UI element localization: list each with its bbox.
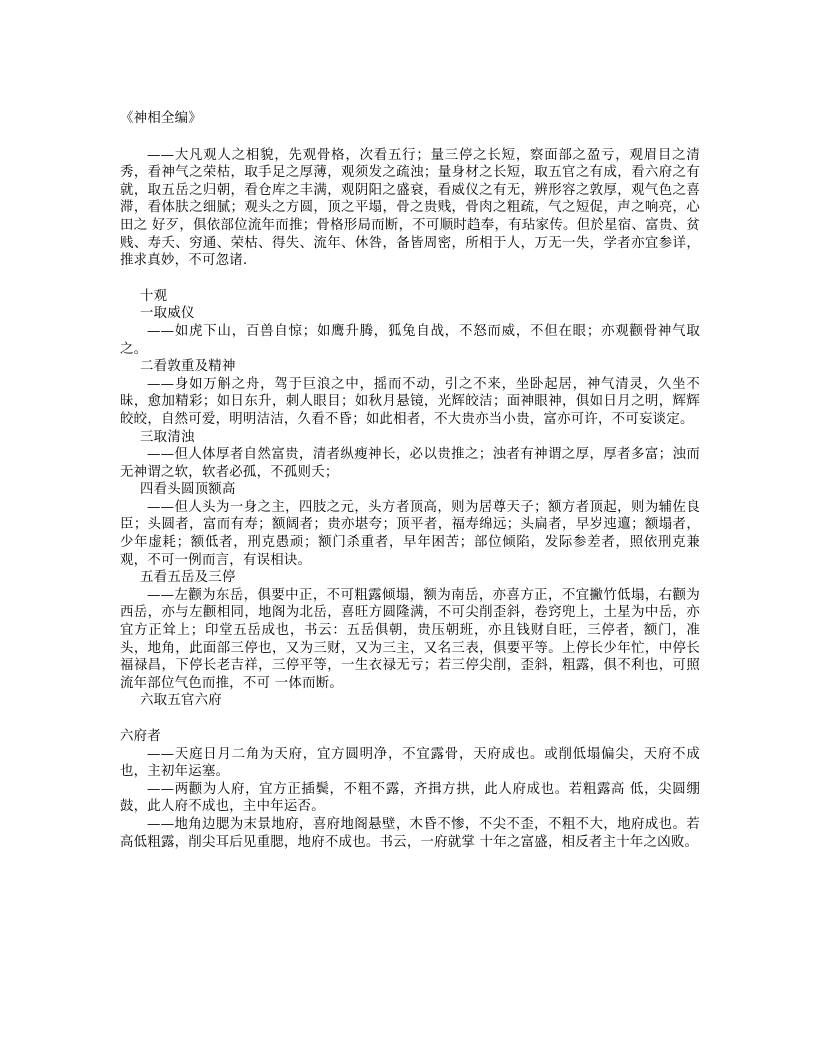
heading-section-3: 三取清浊: [140, 429, 195, 445]
paragraph-section-5: ——左颧为东岳，俱要中正，不可粗露倾塌，额为南岳，亦喜方正，不宜撇竹低塌，右颧为西岳，亦与左颧相同，地阁为北岳，喜旺方圆隆满，不可尖削歪斜，卷窍兜上，土星为中岳，亦宜方正耸上；印堂五岳成也，书云：五岳俱朝，贵压朝班，亦且钱财自旺，三停者，额门，准头，地角，此面部三停也，又为三财，又为三主，又名三表，俱要平等。上停长少年忙，中停长福禄昌，下停长老吉祥，三停平等，一生衣禄无亏；若三停尖削，歪斜，粗露，俱不利也，可照流年部位气色而推，不可 一体而断。: [120, 587, 700, 691]
heading-section-4: 四看头圆顶额高: [140, 482, 236, 498]
paragraph-tianfu: ——天庭日月二角为天府，宜方圆明净，不宜露骨，天府成也。或削低塌偏尖，天府不成也，主初年运塞。: [120, 746, 700, 780]
paragraph-section-3: ——但人体厚者自然富贵，清者纵瘦神长，必以贵推之；浊者有神谓之厚，厚者多富；浊而无神谓之软，软者必孤，不孤则夭；: [120, 447, 700, 480]
document-body: [120, 110, 700, 851]
paragraph-section-1: ——如虎下山，百兽自惊；如鹰升腾，狐兔自战，不怒而威，不但在眼；亦观颧骨神气取之。: [120, 323, 700, 357]
heading-section-2: 二看敦重及精神: [140, 359, 236, 375]
paragraph-renfu: ——两颧为人府，宜方正插鬓，不粗不露，齐揖方拱，此人府成也。若粗露高 低，尖圆绷鼓，此人府不成也，主中年运否。: [120, 781, 700, 815]
document-title: 《神相全编》: [120, 111, 202, 126]
heading-section-1: 一取威仪: [140, 306, 195, 322]
heading-section-5: 五看五岳及三停: [140, 570, 236, 586]
heading-liufu: 六府者: [120, 729, 161, 744]
spacer: [120, 270, 700, 288]
heading-section-6: 六取五官六府: [140, 693, 222, 709]
paragraph-intro: ——大凡观人之相貌，先观骨格，次看五行；量三停之长短，察面部之盈亏，观眉目之清秀，看神气之荣枯，取手足之厚薄，观须发之疏浊；量身材之长短，取五官之有成，看六府之有就，取五岳之归朝，看仓库之丰满，观阴阳之盛衰，看威仪之有无，辨形容之敦厚，观气色之喜滞，看体肤之细腻；观头之方圆，顶之平塌，骨之贵贱，骨肉之粗疏，气之短促，声之响亮，心田之 好歹，俱依部位流年而推；骨格形局而断，不可顺时趋奉，有玷家传。但於星宿、富贵、贫贱、寿夭、穷通、荣枯、得失、流年、休咎，备皆周密，所相于人，万无一失，学者亦宜参详，推求真妙，不可忽诸.: [120, 147, 700, 269]
paragraph-section-4: ——但人头为一身之主，四肢之元，头方者顶高，则为居尊天子；额方者顶起，则为辅佐良臣；头圆者，富而有寿；额阔者；贵亦堪夸；顶平者，福寿绵远；头扁者，早岁迍邅；额塌者，少年虚耗；额低者，刑克愚顽；额门杀重者，早年困苦；部位倾陷，发际参差者，照依刑克兼观，不可一例而言，有误相诀。: [120, 499, 700, 568]
heading-shiguan: 十观: [140, 288, 168, 304]
paragraph-section-2: ——身如万斛之舟，驾于巨浪之中，摇而不动，引之不来，坐卧起居，神气清灵，久坐不昧，愈加精彩；如日东升，刺人眼目；如秋月悬镜，光辉皎洁；面神眼神，俱如日月之明，辉辉皎皎，自然可爱，明明洁洁，久看不昏；如此相者，不大贵亦当小贵，富亦可许，不可妄谈定。: [120, 376, 700, 427]
spacer: [120, 710, 700, 728]
paragraph-difu: ——地角边腮为末景地府，喜府地阁悬壁，木昏不惨，不尖不歪，不粗不大，地府成也。若高低粗露，削尖耳后见重腮，地府不成也。书云，一府就掌 十年之富盛，相反者主十年之凶败。: [120, 816, 700, 850]
